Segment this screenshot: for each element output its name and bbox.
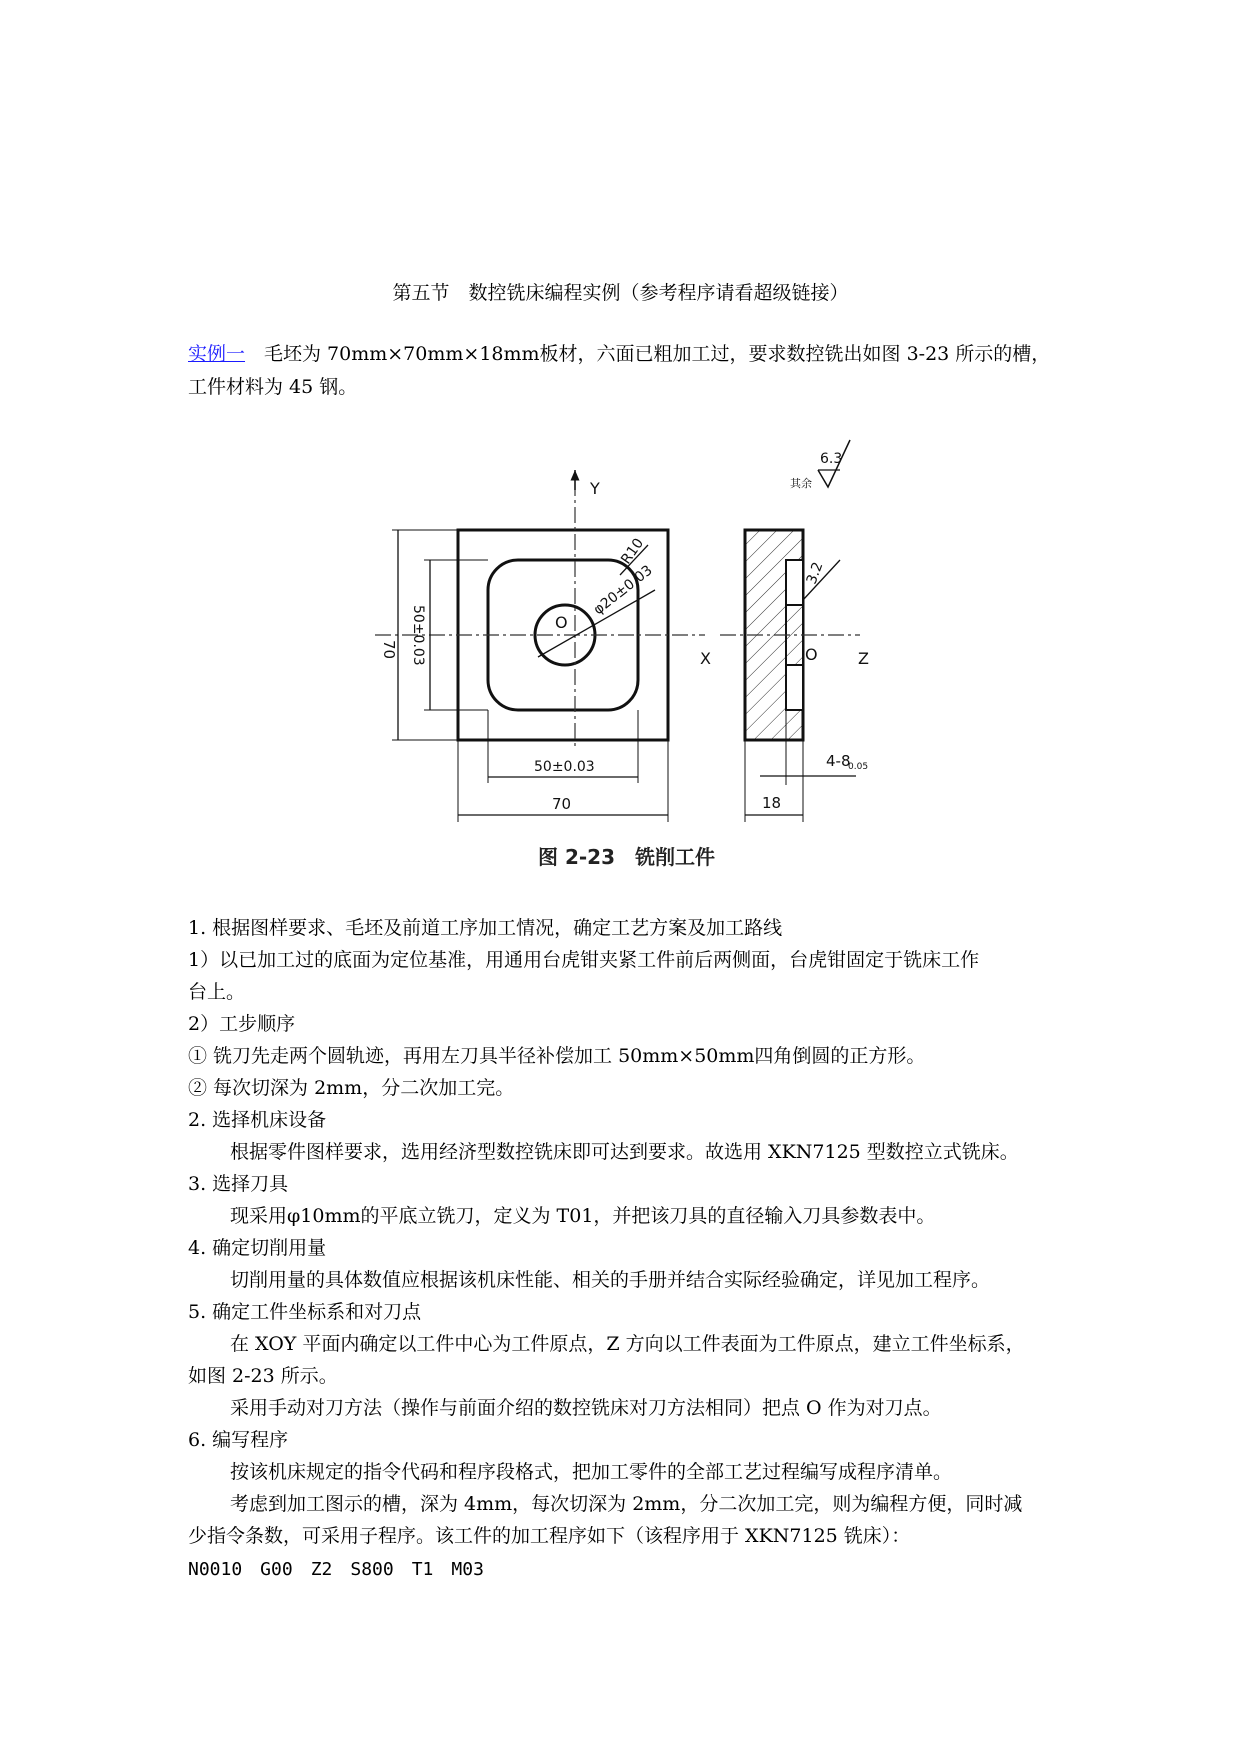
figure-caption: 图 2-23 铣削工件	[538, 845, 716, 869]
text-line-9: 3. 选择刀具	[188, 1173, 289, 1195]
text-line-5: ① 铣刀先走两个圆轨迹，再用左刀具半径补偿加工 50mm×50mm四角倒圆的正方形。	[188, 1045, 926, 1067]
depth-label: 4-8	[826, 752, 851, 770]
roughness-top-label: 6.3	[820, 451, 843, 467]
intro-text-1: 毛坯为 70mm×70mm×18mm板材，六面已粗加工过，要求数控铣出如图 3-23 所示的槽，	[245, 343, 1051, 365]
z-axis-label: Z	[858, 649, 869, 668]
x-axis-label: X	[700, 649, 711, 668]
origin-front-label: O	[555, 613, 568, 632]
y-axis-label: Y	[590, 479, 600, 498]
text-line-3: 台上。	[188, 981, 246, 1003]
text-line-10: 现采用φ10mm的平底立铣刀，定义为 T01，并把该刀具的直径输入刀具参数表中。	[230, 1205, 936, 1227]
text-line-6: ② 每次切深为 2mm，分二次加工完。	[188, 1077, 515, 1099]
text-line-7: 2. 选择机床设备	[188, 1109, 327, 1131]
origin-side-label: O	[805, 645, 818, 664]
text-line-13: 5. 确定工件坐标系和对刀点	[188, 1301, 422, 1323]
width-total-label: 70	[552, 795, 572, 813]
text-line-12: 切削用量的具体数值应根据该机床性能、相关的手册并结合实际经验确定，详见加工程序。	[230, 1269, 991, 1291]
hole-label: φ20±0.03	[590, 562, 656, 619]
roughness-slot-label: 3.2	[803, 559, 827, 587]
text-line-11: 4. 确定切削用量	[188, 1237, 327, 1259]
section-title: 第五节 数控铣床编程实例（参考程序请看超级链接）	[392, 282, 849, 304]
height-total-label: 70	[380, 640, 398, 660]
text-line-1: 1. 根据图样要求、毛坯及前道工序加工情况，确定工艺方案及加工路线	[188, 917, 783, 939]
text-line-4: 2）工步顺序	[188, 1013, 296, 1035]
example-link[interactable]: 实例一	[188, 343, 246, 365]
intro-line-2: 工件材料为 45 钢。	[188, 376, 358, 398]
text-line-18: 按该机床规定的指令代码和程序段格式，把加工零件的全部工艺过程编写成程序清单。	[230, 1461, 953, 1483]
text-line-2: 1）以已加工过的底面为定位基准，用通用台虎钳夹紧工件前后两侧面，台虎钳固定于铣床工作	[188, 949, 980, 971]
program-code-line: N0010 G00 Z2 S800 T1 M03	[188, 1559, 484, 1580]
text-line-16: 采用手动对刀方法（操作与前面介绍的数控铣床对刀方法相同）把点 O 作为对刀点。	[230, 1397, 942, 1419]
intro-line-1	[188, 339, 1050, 366]
depth-tol-label: 0.05	[848, 762, 869, 772]
thickness-label: 18	[762, 794, 782, 812]
height-inner-label: 50±0.03	[410, 605, 426, 666]
text-line-8: 根据零件图样要求，选用经济型数控铣床即可达到要求。故选用 XKN7125 型数控立式铣床。	[230, 1141, 1019, 1163]
radius-label: R10	[618, 535, 648, 568]
text-line-20: 少指令条数，可采用子程序。该工件的加工程序如下（该程序用于 XKN7125 铣床）：	[188, 1525, 911, 1547]
text-line-17: 6. 编写程序	[188, 1429, 289, 1451]
text-line-14: 在 XOY 平面内确定以工件中心为工件原点，Z 方向以工件表面为工件原点，建立工件坐标系，	[230, 1333, 1025, 1355]
roughness-note-label: 其余	[790, 477, 812, 490]
milling-part-drawing	[370, 430, 900, 830]
text-line-19: 考虑到加工图示的槽，深为 4mm，每次切深为 2mm，分二次加工完，则为编程方便，同时减	[230, 1493, 1023, 1515]
width-inner-label: 50±0.03	[534, 759, 595, 775]
text-line-15: 如图 2-23 所示。	[188, 1365, 338, 1387]
